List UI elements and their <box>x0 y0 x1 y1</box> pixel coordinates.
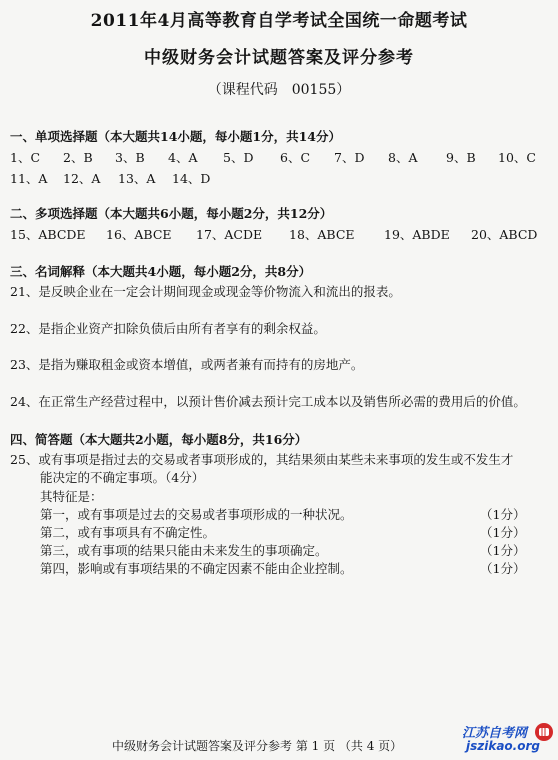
answer-item: 5、D <box>223 150 254 165</box>
section-1-heading: 一、单项选择题（本大题共14小题，每小题1分，共14分） <box>10 129 341 144</box>
feature-score: （1分） <box>480 525 526 540</box>
answer-item: 8、A <box>388 150 418 165</box>
features-label: 其特征是： <box>40 489 103 504</box>
exam-title: 2011年4月高等教育自学考试全国统一命题考试 <box>90 11 468 31</box>
answer-item: 17、ACDE <box>196 227 263 242</box>
feature-item: 第三，或有事项的结果只能由未来发生的事项确定。 <box>40 543 328 558</box>
definition-23: 23、是指为赚取租金或资本增值，或两者兼有而持有的房地产。 <box>10 357 364 372</box>
section-4-heading: 四、简答题（本大题共2小题，每小题8分，共16分） <box>10 432 308 447</box>
definition-21: 21、是反映企业在一定会计期间现金或现金等价物流入和流出的报表。 <box>10 284 401 299</box>
answer-item: 13、A <box>118 171 156 186</box>
feature-score: （1分） <box>480 543 526 558</box>
answer-item: 3、B <box>115 150 145 165</box>
question-25-line-2: 能决定的不确定事项。（4分） <box>40 470 205 485</box>
feature-score: （1分） <box>480 561 526 576</box>
answer-item: 12、A <box>63 171 101 186</box>
feature-score: （1分） <box>480 507 526 522</box>
watermark-url: jszikao.org <box>466 739 540 753</box>
feature-item: 第四，影响或有事项结果的不确定因素不能由企业控制。 <box>40 561 353 576</box>
fist-logo-icon <box>534 722 554 742</box>
feature-item: 第二，或有事项具有不确定性。 <box>40 525 216 540</box>
answer-item: 6、C <box>280 150 311 165</box>
answer-item: 11、A <box>10 171 48 186</box>
section-3-heading: 三、名词解释（本大题共4小题，每小题2分，共8分） <box>10 264 312 279</box>
definition-24: 24、在正常生产经营过程中，以预计售价减去预计完工成本以及销售所必需的费用后的价值。 <box>10 394 526 409</box>
answer-item: 9、B <box>446 150 476 165</box>
answer-item: 19、ABDE <box>384 227 450 242</box>
answer-item: 7、D <box>334 150 365 165</box>
answer-item: 4、A <box>168 150 198 165</box>
answer-item: 14、D <box>172 171 211 186</box>
answer-item: 18、ABCE <box>289 227 355 242</box>
answer-item: 20、ABCD <box>471 227 538 242</box>
page-footer: 中级财务会计试题答案及评分参考 第 1 页 （共 4 页） <box>112 739 403 753</box>
document-subtitle: 中级财务会计试题答案及评分参考 <box>144 48 414 68</box>
course-code: （课程代码 00155） <box>207 82 351 98</box>
definition-22: 22、是指企业资产扣除负债后由所有者享有的剩余权益。 <box>10 321 326 336</box>
section-2-heading: 二、多项选择题（本大题共6小题，每小题2分，共12分） <box>10 206 333 221</box>
answer-item: 2、B <box>63 150 93 165</box>
answer-item: 16、ABCE <box>106 227 172 242</box>
question-25-line-1: 25、或有事项是指过去的交易或者事项形成的，其结果须由某些未来事项的发生或不发生才 <box>10 452 514 467</box>
watermark-name: 江苏自考网 <box>462 726 528 741</box>
feature-item: 第一，或有事项是过去的交易或者事项形成的一种状况。 <box>40 507 353 522</box>
answer-item: 10、C <box>498 150 536 165</box>
answer-item: 1、C <box>10 150 41 165</box>
watermark-logo <box>462 722 556 758</box>
answer-item: 15、ABCDE <box>10 227 86 242</box>
